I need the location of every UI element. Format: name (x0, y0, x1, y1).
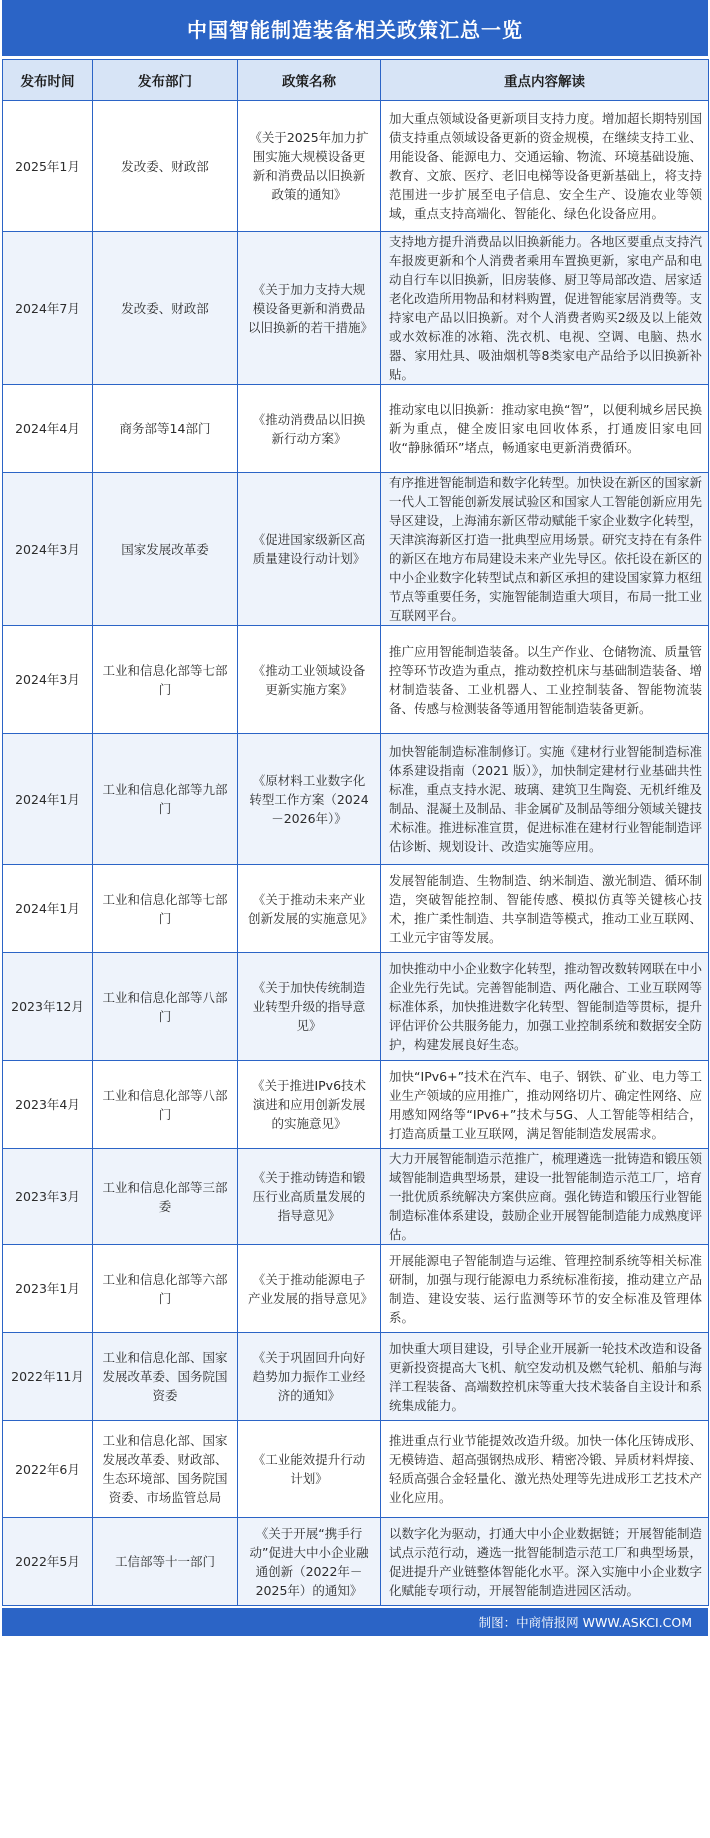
table-row (3, 473, 709, 626)
key-content: 发展智能制造、生物制造、纳米制造、激光制造、循环制造，突破智能控制、智能传感、模拟仿真等关键核心技术，推广柔性制造、共享制造等模式，推动工业互联网、工业元宇宙等发展。 (381, 865, 709, 953)
release-date: 2023年1月 (3, 1245, 93, 1333)
table-row (3, 101, 709, 232)
policy-name: 《关于加力支持大规模设备更新和消费品以旧换新的若干措施》 (238, 232, 381, 385)
key-content: 加快“IPv6+”技术在汽车、电子、钢铁、矿业、电力等工业生产领域的应用推广，推动网络切片、确定性网络、应用感知网络等“IPv6+”技术与5G、人工智能等相结合，打造高质量工业互联网，满足智能制造发展需求。 (381, 1061, 709, 1149)
department: 工信部等十一部门 (93, 1518, 238, 1606)
release-date: 2024年1月 (3, 865, 93, 953)
release-date: 2024年3月 (3, 473, 93, 626)
key-content: 加大重点领域设备更新项目支持力度。增加超长期特别国债支持重点领域设备更新的资金规模，在继续支持工业、用能设备、能源电力、交通运输、物流、环境基础设施、教育、文旅、医疗、老旧电梯等设备更新基础上，将支持范围进一步扩展至电子信息、安全生产、设施农业等领域，重点支持高端化、智能化、绿色化设备应用。 (381, 101, 709, 232)
header-department: 发布部门 (93, 60, 238, 101)
policy-name: 《关于推动铸造和锻压行业高质量发展的指导意见》 (238, 1149, 381, 1245)
department: 工业和信息化部等九部门 (93, 734, 238, 865)
release-date: 2022年11月 (3, 1333, 93, 1421)
policy-name: 《原材料工业数字化转型工作方案（2024－2026年）》 (238, 734, 381, 865)
department: 发改委、财政部 (93, 101, 238, 232)
header-release-date: 发布时间 (3, 60, 93, 101)
department: 工业和信息化部、国家发展改革委、财政部、生态环境部、国务院国资委、市场监管总局 (93, 1421, 238, 1518)
policy-table (2, 59, 709, 1606)
table-header-row (3, 60, 709, 101)
department: 工业和信息化部等七部门 (93, 626, 238, 734)
header-key-content: 重点内容解读 (381, 60, 709, 101)
table-row (3, 626, 709, 734)
policy-name: 《关于加快传统制造业转型升级的指导意见》 (238, 953, 381, 1061)
policy-name: 《推动工业领域设备更新实施方案》 (238, 626, 381, 734)
release-date: 2024年7月 (3, 232, 93, 385)
department: 工业和信息化部等三部委 (93, 1149, 238, 1245)
release-date: 2022年6月 (3, 1421, 93, 1518)
department: 工业和信息化部等七部门 (93, 865, 238, 953)
release-date: 2023年4月 (3, 1061, 93, 1149)
policy-name: 《关于巩固回升向好趋势加力振作工业经济的通知》 (238, 1333, 381, 1421)
department: 工业和信息化部等八部门 (93, 953, 238, 1061)
key-content: 加快重大项目建设，引导企业开展新一轮技术改造和设备更新投资提高大飞机、航空发动机及燃气轮机、船舶与海洋工程装备、高端数控机床等重大技术装备自主设计和系统集成能力。 (381, 1333, 709, 1421)
table-row (3, 1518, 709, 1606)
release-date: 2023年3月 (3, 1149, 93, 1245)
table-row (3, 1245, 709, 1333)
key-content: 开展能源电子智能制造与运维、管理控制系统等相关标准研制，加强与现行能源电力系统标准衔接，推动建立产品制造、建设安装、运行监测等环节的安全标准及管理体系。 (381, 1245, 709, 1333)
release-date: 2024年1月 (3, 734, 93, 865)
key-content: 推进重点行业节能提效改造升级。加快一体化压铸成形、无模铸造、超高强钢热成形、精密冷锻、异质材料焊接、轻质高强合金轻量化、激光热处理等先进成形工艺技术产业化应用。 (381, 1421, 709, 1518)
policy-name: 《关于开展“携手行动”促进大中小企业融通创新（2022年－2025年）的通知》 (238, 1518, 381, 1606)
key-content: 加快推动中小企业数字化转型，推动智改数转网联在中小企业先行先试。完善智能制造、两化融合、工业互联网等标准体系，加快推进数字化转型、智能制造等贯标，提升评估评价公共服务能力，加强工业控制系统和数据安全防护，构建发展良好生态。 (381, 953, 709, 1061)
table-row (3, 1421, 709, 1518)
policy-name: 《推动消费品以旧换新行动方案》 (238, 385, 381, 473)
table-row (3, 1333, 709, 1421)
policy-name: 《关于推进IPv6技术演进和应用创新发展的实施意见》 (238, 1061, 381, 1149)
key-content: 加快智能制造标准制修订。实施《建材行业智能制造标准体系建设指南（2021 版）》，加快制定建材行业基础共性标准，重点支持水泥、玻璃、建筑卫生陶瓷、无机纤维及制品、混凝土及制品、非金属矿及制品等细分领域关键技术标准。推进标准宣贯，促进标准在建材行业智能制造评估诊断、规划设计、改造实施等应用。 (381, 734, 709, 865)
release-date: 2025年1月 (3, 101, 93, 232)
source-footer: 制图：中商情报网 WWW.ASKCI.COM (2, 1608, 708, 1636)
policy-name: 《关于推动未来产业创新发展的实施意见》 (238, 865, 381, 953)
policy-name: 《关于推动能源电子产业发展的指导意见》 (238, 1245, 381, 1333)
department: 工业和信息化部等六部门 (93, 1245, 238, 1333)
table-row (3, 1061, 709, 1149)
key-content: 大力开展智能制造示范推广，梳理遴选一批铸造和锻压领域智能制造典型场景，建设一批智能制造示范工厂，培育一批优质系统解决方案供应商。强化铸造和锻压行业智能制造标准体系建设，鼓励企业开展智能制造能力成熟度评估。 (381, 1149, 709, 1245)
key-content: 支持地方提升消费品以旧换新能力。各地区要重点支持汽车报废更新和个人消费者乘用车置换更新，家电产品和电动自行车以旧换新，旧房装修、厨卫等局部改造、居家适老化改造所用物品和材料购置，促进智能家居消费等。支持家电产品以旧换新。对个人消费者购买2级及以上能效或水效标准的冰箱、洗衣机、电视、空调、电脑、热水器、家用灶具、吸油烟机等8类家电产品给予以旧换新补贴。 (381, 232, 709, 385)
release-date: 2023年12月 (3, 953, 93, 1061)
table-row (3, 734, 709, 865)
table-row (3, 385, 709, 473)
policy-name: 《工业能效提升行动计划》 (238, 1421, 381, 1518)
table-row (3, 1149, 709, 1245)
header-policy-name: 政策名称 (238, 60, 381, 101)
table-row (3, 953, 709, 1061)
table-row (3, 865, 709, 953)
department: 商务部等14部门 (93, 385, 238, 473)
policy-name: 《关于2025年加力扩围实施大规模设备更新和消费品以旧换新政策的通知》 (238, 101, 381, 232)
department: 工业和信息化部等八部门 (93, 1061, 238, 1149)
key-content: 有序推进智能制造和数字化转型。加快设在新区的国家新一代人工智能创新发展试验区和国家人工智能创新应用先导区建设，上海浦东新区带动赋能千家企业数字化转型，天津滨海新区打造一批典型应用场景。研究支持在有条件的新区在地方布局建设未来产业先导区。依托设在新区的中小企业数字化转型试点和新区承担的建设国家算力枢纽节点等重要任务，实施智能制造重大项目，布局一批工业互联网平台。 (381, 473, 709, 626)
page-title: 中国智能制造装备相关政策汇总一览 (2, 0, 708, 56)
release-date: 2024年4月 (3, 385, 93, 473)
release-date: 2022年5月 (3, 1518, 93, 1606)
key-content: 以数字化为驱动，打通大中小企业数据链；开展智能制造试点示范行动，遴选一批智能制造示范工厂和典型场景，促进提升产业链整体智能化水平。深入实施中小企业数字化赋能专项行动，开展智能制造进园区活动。 (381, 1518, 709, 1606)
release-date: 2024年3月 (3, 626, 93, 734)
key-content: 推动家电以旧换新：推动家电换“智”，以便利城乡居民换新为重点，健全废旧家电回收体系，打通废旧家电回收“静脉循环”堵点，畅通家电更新消费循环。 (381, 385, 709, 473)
department: 工业和信息化部、国家发展改革委、国务院国资委 (93, 1333, 238, 1421)
department: 国家发展改革委 (93, 473, 238, 626)
table-row (3, 232, 709, 385)
department: 发改委、财政部 (93, 232, 238, 385)
key-content: 推广应用智能制造装备。以生产作业、仓储物流、质量管控等环节改造为重点，推动数控机床与基础制造装备、增材制造装备、工业机器人、工业控制装备、智能物流装备、传感与检测装备等通用智能制造装备更新。 (381, 626, 709, 734)
policy-name: 《促进国家级新区高质量建设行动计划》 (238, 473, 381, 626)
